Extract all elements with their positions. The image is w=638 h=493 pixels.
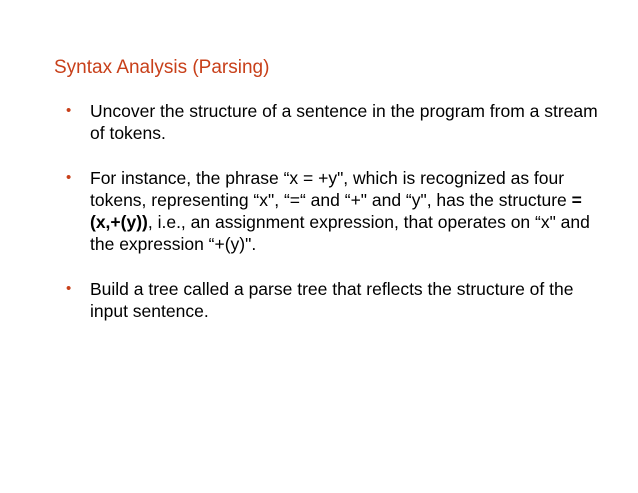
structure-expression: =(x,+(y)) bbox=[90, 190, 582, 232]
bullet-item bbox=[66, 167, 606, 255]
bullet-text: Uncover the structure of a sentence in the program from a stream of tokens. bbox=[90, 101, 598, 143]
bullet-marker: • bbox=[66, 280, 72, 297]
bullet-text-before: For instance, the phrase “x = +y", which is recognized as four tokens, representing “x", “=“ and “+" and “y", has the structure bbox=[90, 168, 572, 210]
bullet-item bbox=[66, 100, 606, 144]
bullet-text-after: , i.e., an assignment expression, that operates on “x" and the expression “+(y)". bbox=[90, 212, 590, 254]
bullet-text: Build a tree called a parse tree that reflects the structure of the input sentence. bbox=[90, 279, 574, 321]
bullet-item bbox=[66, 278, 606, 322]
slide-title: Syntax Analysis (Parsing) bbox=[54, 57, 270, 78]
bullet-marker: • bbox=[66, 169, 72, 186]
bullet-text bbox=[90, 168, 590, 254]
bullet-marker: • bbox=[66, 102, 72, 119]
bullet-list bbox=[66, 100, 606, 345]
